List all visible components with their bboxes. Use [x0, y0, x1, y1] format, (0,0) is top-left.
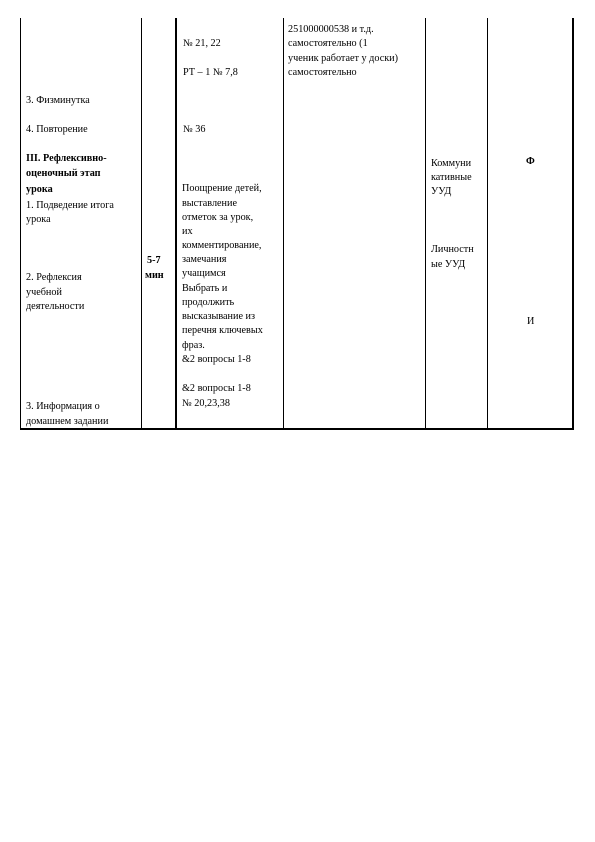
student-activity-line-4: самостоятельно [288, 67, 357, 78]
column-divider-5 [487, 18, 488, 430]
personal-skills-1: Личностн [431, 244, 474, 255]
section-reflexive-title-3: урока [26, 184, 53, 195]
teacher-activity-line-1: Поощрение детей, [182, 183, 262, 194]
form-letter-f: Ф [526, 156, 535, 167]
task-workbook: РТ – 1 № 7,8 [183, 67, 238, 78]
column-divider-4 [425, 18, 426, 430]
teacher-activity-line-9: продолжить [182, 297, 235, 308]
section-reflexive-title-1: III. Рефлексивно- [26, 153, 107, 164]
stage-homework-2: домашнем задании [26, 416, 109, 427]
student-activity-line-1: 251000000538 и т.д. [288, 24, 374, 35]
teacher-activity-line-11: перечня ключевых [182, 325, 263, 336]
duration-unit: мин [145, 270, 164, 281]
homework-questions-1: &2 вопросы 1-8 [182, 354, 251, 365]
teacher-activity-line-12: фраз. [182, 340, 205, 351]
communicative-skills-1: Коммуни [431, 158, 472, 169]
stage-homework-1: 3. Информация о [26, 401, 100, 412]
personal-skills-2: ые УУД [431, 259, 466, 270]
stage-summary-2: урока [26, 214, 51, 225]
task-numbers-1: № 21, 22 [183, 38, 221, 49]
homework-numbers: № 20,23,38 [182, 398, 230, 409]
homework-questions-2: &2 вопросы 1-8 [182, 383, 251, 394]
teacher-activity-line-10: высказывание из [182, 311, 256, 322]
section-reflexive-title-2: оценочный этап [26, 168, 101, 179]
table-bottom-border [20, 428, 574, 430]
teacher-activity-line-5: комментирование, [182, 240, 262, 251]
teacher-activity-line-2: выставление [182, 198, 237, 209]
stage-reflection-2: учебной [26, 287, 62, 298]
student-activity-line-3: ученик работает у доски) [288, 53, 399, 64]
teacher-activity-line-8: Выбрать и [182, 283, 228, 294]
table-border-left [20, 18, 21, 430]
communicative-skills-3: УУД [431, 186, 452, 197]
table-border-right [572, 18, 574, 430]
column-divider-1 [141, 18, 142, 430]
duration-value: 5-7 [147, 255, 161, 266]
student-activity-line-2: самостоятельно (1 [288, 38, 368, 49]
stage-summary-1: 1. Подведение итога [26, 200, 114, 211]
communicative-skills-2: кативные [431, 172, 472, 183]
stage-fizminutka: 3. Физминутка [26, 95, 90, 106]
teacher-activity-line-6: замечания [182, 254, 227, 265]
stage-reflection-1: 2. Рефлексия [26, 272, 82, 283]
teacher-activity-line-3: отметок за урок, [182, 212, 254, 223]
stage-reflection-3: деятельности [26, 301, 85, 312]
teacher-activity-line-4: их [182, 226, 193, 237]
column-divider-2 [175, 18, 177, 430]
stage-povtorenie: 4. Повторение [26, 124, 88, 135]
column-divider-3 [283, 18, 284, 430]
task-numbers-2: № 36 [183, 124, 206, 135]
teacher-activity-line-7: учащимся [182, 268, 226, 279]
lesson-plan-table [20, 18, 574, 430]
form-letter-i: И [527, 316, 535, 327]
